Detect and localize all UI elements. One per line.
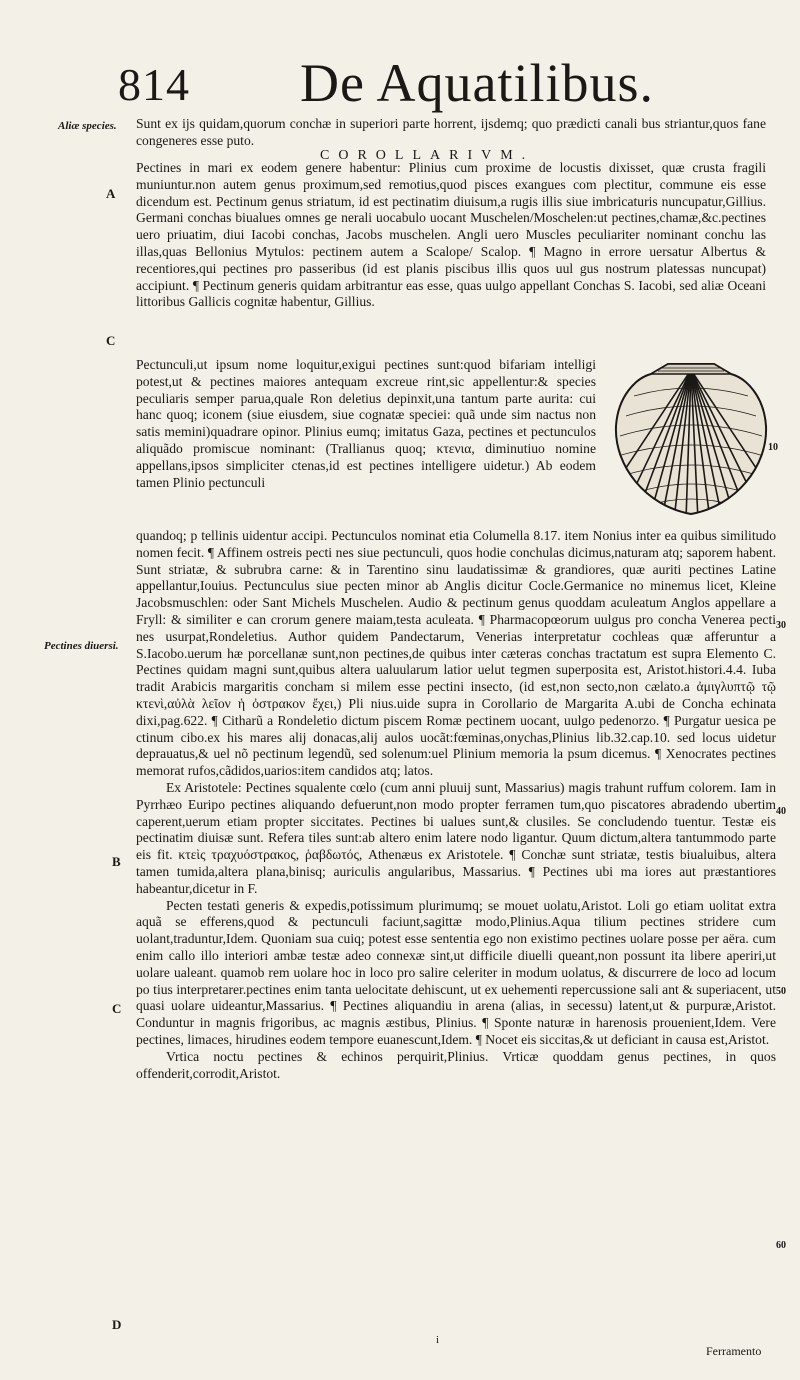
intro-paragraph bbox=[136, 116, 766, 150]
margin-letter-c: C bbox=[112, 1001, 122, 1016]
paragraph-pectunculi-text: Pectunculi,ut ipsum nome loquitur,exigui pectines sunt:quod bifariam intelligi potest,ut & pectines maiores antequam excreue rint,sic appellentur:& species peculiaris semper parua,quale Ron deletius depinxit,una tantum parte aurita: cui hanc quoq; iconem (siue eiusdem, siue cognatæ speciei: quã unde sim nactus non satis memini)quadrare opinor. Plinius eumq; imitatus Gaza, pectines et pectunculos aliquãdo promiscue nominant: (Trallianus quoq; κτενια, diminutiuo nomine appellans,ipsos simpliciter ctenas,id est pectines intelligere uidetur.) Ab eodem tamen Plinio pectunculi bbox=[136, 357, 596, 490]
paragraph-a-text: Pectines in mari ex eodem genere habentur: Plinius cum proxime de locustis dixisset, quæ crusta fragili muniuntur.non autem genus proximum,sed remotius,quod pisces exangues com plectitur, commune eis esse dicendum est. Pectinum genus striatum, id est pectinatim diuisum,a rugis illis siue imbricaturis nuncupatur,Gillius. Germani conchas biualues omnes ge nerali uocabulo uocant Muschelen/Moschelen:ut pectines,chamæ,&c.pectines uero priuatim, diui Iacobi conchas, Jacobs muschelen. Angli uero Muscles peculiariter nominant conchu las illas,quas Bellonius Mytulos: pectinem autem a Scalope/ Scalop. ¶ Magno in errore uersatur Albertus & recentiores,qui pectines pro passeribus (id est planis piscibus illis quos uul gus nostrum platessas nuncupat) accipiunt. ¶ Pectinum generis quidam arbitrantur eas esse, quas uulgo appellant Conchas S. Iacobi, sed aliæ Oceani littoribus Gallicis cognitæ habentur, Gillius. bbox=[136, 160, 766, 310]
margin-note-pectines-diuersi: Pectines diuersi. bbox=[44, 640, 119, 652]
paragraph-c-text: Pecten testati generis & expedis,potissimum plurimumq; se mouet uolatu,Aristot. Loli go etiam uolitat extra aquã se efferens,quod & pectunculi faciunt,sagittæ modo,Plinius.Aqua tilium pectines stridere cum uolant,traduntur,Idem. Quoniam sua cuiq; potest esse sententia ego non existimo pectines uolare posse per aëra. cum enim callo illo interiori ambæ testæ adeo connexæ sint,ut difficile diuelli queant,non possunt ita libere aperiri,ut uolare ualeant. quamob rem uolare hoc in loco pro salire celeriter in modum uolatus, & discurrere de loco ad locum po tius interpretarer.pectines enim tanta uelocitate dehiscunt, ut ex uehementi repercussione sali ant & superiacent, ut quasi uolare uideantur,Massarius. ¶ Pectines aliquandiu in arena (alias, in secessu) latent,ut & purpuræ,Aristot. Conduntur in magnis frigoribus, ac magnis æstibus, Plinius. ¶ Sponte naturæ in harenosis prouenient,Idem. Vere pectines, limaces, hirudines eodem tempore euanescunt,Idem. ¶ Nocet eis siccitas,& ut deficiant in causa est,Aristot. bbox=[136, 897, 776, 1047]
line-number-10: 10 bbox=[768, 442, 778, 453]
line-number-50: 50 bbox=[776, 986, 786, 997]
catchword: Ferramento bbox=[706, 1344, 762, 1358]
paragraph-b bbox=[136, 528, 776, 1082]
margin-letter-d: D bbox=[112, 1317, 122, 1332]
scallop-shell-illustration bbox=[606, 356, 776, 524]
margin-letter-b: B bbox=[112, 854, 121, 869]
line-number-60: 60 bbox=[776, 1240, 786, 1251]
intro-text: Sunt ex ijs quidam,quorum conchæ in superiori parte horrent, ijsdemq; quo prædicti canali bus striantur,quos fane congeneres esse puto. bbox=[136, 116, 766, 148]
paragraph-pectunculi bbox=[136, 357, 596, 491]
paragraph-d-text: Vrtica noctu pectines & echinos perquirit,Plinius. Vrticæ quoddam genus pectines, in quos offenderit,corrodit,Aristot. bbox=[136, 1048, 776, 1081]
paragraph-a bbox=[136, 160, 766, 311]
paragraph-b2-text: Ex Aristotele: Pectines squalente cœlo (cum anni pluuij sunt, Massarius) magis trahunt ruffum colorem. Iam in Pyrrhæo Euripo pectines aliquando defuerunt,non modo propter ferramen tum,quo piscatores abradendo ubertim caperent,uerum etiam propter siccitates. Pectines bi ualues sunt,& clusiles. Se concludendo tuentur. Testæ eis pectinatim diuisæ sunt. Refera tiles sunt:ab altero enim latere nodo ligantur. Quum dictum,altera tantummodo parte eis fit. κτεὶς τραχυόστρακος, ῥαβδωτός, Athenæus ex Aristotele. ¶ Conchæ sunt striatæ, testis biualuibus, altera tamen tumida,altera plana,binisq; auriculis angularibus, Massarius. ¶ Pectines ubi ma iores aut præstantiores habeantur,dicetur in F. bbox=[136, 779, 776, 896]
margin-note-aliae-species: Aliæ species. bbox=[58, 120, 117, 132]
margin-letter-c-top: C bbox=[106, 333, 116, 348]
line-number-40: 40 bbox=[776, 806, 786, 817]
page-number: 814 bbox=[118, 59, 190, 110]
paragraph-b-text: quandoq; p tellinis uidentur accipi. Pectunculos nominat etia Columella 8.17. item Nonius inter ea quibus similitudo nomen fecit. ¶ Affinem ostreis pecti nes siue pectunculi, quos hodie conchulas dicimus,naturam atq; saporem habent. Sunt striatæ, & subrubra carne: & in Tarentino sinu laudatissimæ & grandiores, quæ auriti pectines Latine appellantur,Iouius. Pectunculus siue pecten minor ab Anglis dicitur Cocle.Germanice no minemus licet, Kleine Jacobsmuschlen: oder Sant Michels Muschelen. Audio & pectinum genus quoddam aculeatum Anglos appellare a Fryll: & similiter e can crorum genere maiam,testa aculeata. ¶ Pharmacopœorum uulgus pro concha Venerea pecti nes usurpat,Rondeletius. Author quidem Pandectarum, Venerias interpretatur cochleas quæ afferuntur a S.Iacobo.uerum hæ porcellanæ sunt,non pectines,de quibus inter cæteras conchas tractatum est supra Elemento C. Pectines quidam magni sunt,quibus altera ualuularum latior uelut tegmen superposita est, Aristot.histori.4.4. Iuba tradit Arabicis margaritis concham si milem esse pectini insecto, (id est,non secto,non cælato.a ἀμιγλυπτῷ τῷ κτενὶ,αὐλὰ λεῖον ἡ ὀστρακον ἔχει,) Pli nius.uide supra in Corollario de Margarita A.ubi de Concha echinata dixi,pag.622. ¶ Citharũ a Rondeletio dictum piscem Romæ pectinem uocant, uulgo pedenorzo. ¶ Purgatur uesica pe ctinum cibo.ex his mares alij donacas,alij aulos uocãt:fœminas,onychas,Plinius lib.32.cap.10. sed locus uidetur deprauatus,& uel nõ pectinum legendũ, sed solenum:uel Plinium memoria la psum dicemus. ¶ Xenocrates pectines memorat rufos,cãdidos,uarios:item candidos atq; latos. bbox=[136, 528, 776, 779]
signature-mark: i bbox=[436, 1334, 440, 1346]
margin-letter-a: A bbox=[106, 186, 116, 201]
section-heading: COROLLARIVM. bbox=[320, 148, 535, 163]
line-number-30: 30 bbox=[776, 620, 786, 631]
running-title: De Aquatilibus. bbox=[300, 53, 654, 113]
